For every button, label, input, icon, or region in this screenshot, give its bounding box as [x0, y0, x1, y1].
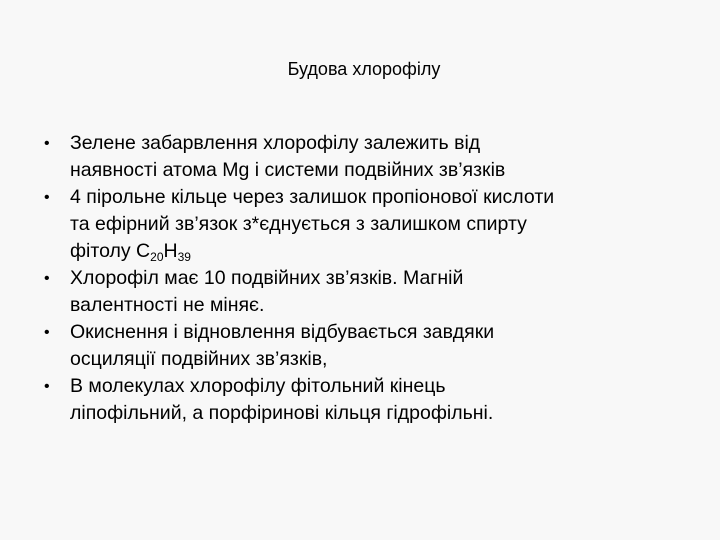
- bullet-icon: •: [44, 270, 50, 287]
- bullet-icon: •: [44, 189, 50, 206]
- bullet-5-line-2: ліпофільний, а порфіринові кільця гідрофільні.: [70, 402, 494, 424]
- bullet-1-line-1: Зелене забарвлення хлорофілу залежить від: [70, 132, 481, 154]
- bullet-item-3: [44, 265, 704, 319]
- bullet-item-5: [44, 373, 704, 427]
- formula-prefix: фітолу С: [70, 240, 151, 262]
- bullet-icon: •: [44, 324, 50, 341]
- bullet-1-line-2: наявності атома Mg і системи подвійних зв’язків: [70, 159, 506, 181]
- bullet-4-line-1: Окиснення і відновлення відбувається завдяки: [70, 321, 495, 343]
- bullet-3-line-2: валентності не міняє.: [70, 294, 265, 316]
- bullet-3-line-1: Хлорофіл має 10 подвійних зв’язків. Магній: [70, 267, 464, 289]
- bullet-icon: •: [44, 378, 50, 395]
- bullet-item-2: [44, 184, 704, 265]
- formula-subscript-carbon: 20: [150, 250, 164, 264]
- bullet-5-line-1: В молекулах хлорофілу фітольний кінець: [70, 375, 446, 397]
- bullet-icon: •: [44, 135, 50, 152]
- slide-title: Будова хлорофілу: [287, 59, 441, 79]
- formula-subscript-hydrogen: 39: [177, 250, 191, 264]
- bullet-list: [44, 130, 704, 427]
- bullet-2-line-2: та ефірний зв’язок з*єднується з залишком спирту: [70, 213, 527, 235]
- bullet-2-line-1: 4 пірольне кільце через залишок пропіонової кислоти: [70, 186, 555, 208]
- bullet-4-line-2: осциляції подвійних зв’язків,: [70, 348, 328, 370]
- formula-hydrogen: Н: [163, 240, 178, 262]
- bullet-2-formula-line: [70, 238, 704, 265]
- bullet-item-4: [44, 319, 704, 373]
- bullet-item-1: [44, 130, 704, 184]
